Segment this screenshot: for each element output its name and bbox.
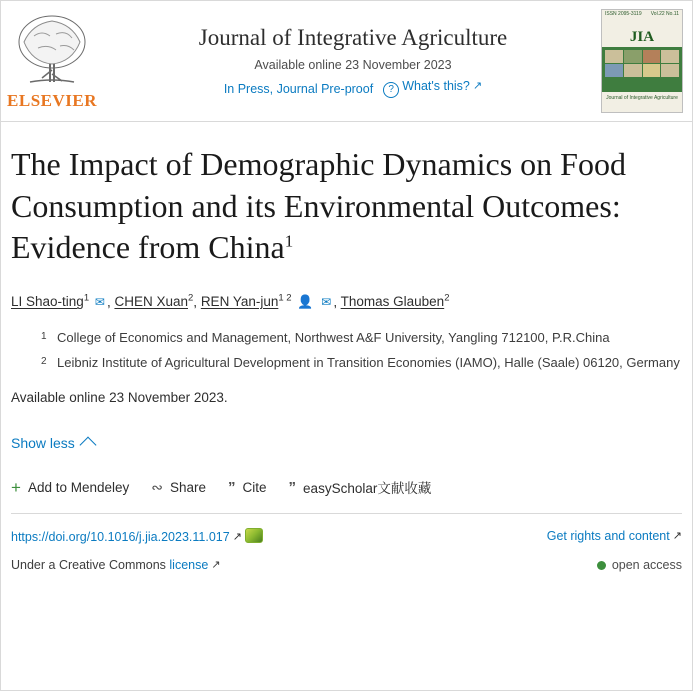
quote-icon: ” bbox=[228, 478, 236, 496]
whats-this-group[interactable] bbox=[383, 79, 482, 98]
external-link-icon: ↗ bbox=[208, 559, 221, 572]
affiliation-item bbox=[41, 353, 682, 373]
journal-available-online: Available online 23 November 2023 bbox=[254, 58, 452, 73]
page-title bbox=[11, 144, 682, 269]
affiliation-marker: 1 bbox=[41, 331, 47, 343]
share-button[interactable] bbox=[151, 479, 206, 496]
journal-cover-image[interactable] bbox=[601, 9, 683, 113]
author-affiliation-marker: 2 bbox=[188, 292, 194, 304]
affiliation-text: College of Economics and Management, Northwest A&F University, Yangling 712100, P.R.China bbox=[57, 330, 610, 346]
cover-right-code: Vol.22 No.11 bbox=[650, 11, 679, 17]
show-less-toggle[interactable] bbox=[11, 435, 94, 451]
whats-this-link[interactable]: What's this? bbox=[402, 79, 470, 94]
cover-title: JIA bbox=[602, 30, 682, 47]
plus-icon: + bbox=[11, 477, 21, 497]
elsevier-logo bbox=[9, 12, 95, 111]
footer-row-doi bbox=[11, 528, 682, 544]
author-affiliation-marker: 1 bbox=[83, 292, 90, 304]
license-text bbox=[11, 558, 221, 572]
doi-group[interactable] bbox=[11, 528, 263, 544]
author-item[interactable] bbox=[341, 294, 450, 309]
add-to-mendeley-label: Add to Mendeley bbox=[27, 479, 130, 495]
elsevier-tree-icon bbox=[12, 12, 92, 90]
affiliation-item bbox=[41, 328, 682, 348]
chevron-up-icon bbox=[79, 436, 96, 453]
author-name[interactable]: LI Shao-ting bbox=[11, 294, 84, 310]
get-rights-link[interactable]: Get rights and content bbox=[546, 529, 670, 544]
easyscholar-button[interactable] bbox=[289, 477, 432, 497]
cover-top-codes bbox=[602, 10, 682, 30]
mendeley-badge-icon[interactable] bbox=[245, 528, 263, 543]
elsevier-wordmark: ELSEVIER bbox=[7, 90, 97, 110]
show-less-label: Show less bbox=[11, 435, 75, 452]
share-label: Share bbox=[170, 479, 207, 495]
journal-links bbox=[109, 79, 597, 98]
get-rights-group[interactable] bbox=[547, 529, 682, 543]
open-access-label: open access bbox=[611, 558, 682, 573]
article-footer bbox=[1, 514, 692, 572]
author-affiliation-marker: 2 bbox=[444, 292, 450, 304]
article-actions bbox=[11, 477, 682, 514]
author-name[interactable]: Thomas Glauben bbox=[340, 294, 445, 310]
journal-title: Journal of Integrative Agriculture bbox=[198, 24, 508, 50]
license-prefix: Under a Creative Commons bbox=[11, 558, 166, 573]
cover-bottom-text: Journal of Integrative Agriculture bbox=[602, 92, 682, 112]
journal-header bbox=[1, 1, 692, 122]
external-link-icon: ↗ bbox=[669, 530, 682, 543]
in-press-link[interactable]: In Press, Journal Pre-proof bbox=[223, 81, 374, 96]
external-link-icon: ↗ bbox=[469, 80, 483, 93]
affiliation-text: Leibniz Institute of Agricultural Development in Transition Economies (IAMO), Halle (Saale) 06120, Germany bbox=[57, 354, 680, 370]
author-item[interactable] bbox=[11, 294, 89, 309]
cover-photo-grid bbox=[602, 47, 682, 80]
article-available-online: Available online 23 November 2023. bbox=[11, 390, 228, 406]
affiliation-marker: 2 bbox=[41, 355, 47, 367]
article-title-text: The Impact of Demographic Dynamics on Food Consumption and its Environmental Outcomes: Evidence from China bbox=[11, 146, 626, 266]
doi-link[interactable]: https://doi.org/10.1016/j.jia.2023.11.017 bbox=[11, 530, 230, 545]
cover-left-code: ISSN 2095-3119 bbox=[605, 11, 642, 17]
author-name[interactable]: CHEN Xuan bbox=[114, 294, 188, 310]
article-title-footnote: 1 bbox=[284, 231, 294, 251]
author-item[interactable] bbox=[114, 294, 193, 309]
add-to-mendeley-button[interactable] bbox=[11, 479, 129, 496]
question-mark-icon: ? bbox=[383, 82, 399, 98]
author-affiliation-marker: 1 2 bbox=[278, 292, 292, 304]
author-list: LI Shao-ting$^1$ ✉ , CHEN Xuan$^2$, REN Yan-jun$^{1 2}$ 👤 ✉ , Thomas Glauben$^2$ bbox=[11, 291, 682, 314]
external-link-icon: ↗ bbox=[229, 531, 242, 544]
share-icon: ∾ bbox=[151, 478, 163, 495]
affiliation-list bbox=[41, 328, 682, 372]
author-item[interactable] bbox=[201, 294, 292, 309]
article-content bbox=[1, 122, 692, 514]
license-link[interactable]: license bbox=[169, 558, 209, 573]
easyscholar-label: easyScholar文献收藏 bbox=[303, 481, 432, 497]
cite-button[interactable] bbox=[228, 479, 267, 496]
journal-info bbox=[105, 24, 601, 99]
open-access-badge bbox=[597, 558, 682, 572]
footer-row-license bbox=[11, 558, 682, 572]
envelope-icon[interactable]: ✉ bbox=[94, 295, 105, 310]
cite-label: Cite bbox=[242, 479, 267, 495]
open-access-dot-icon bbox=[597, 561, 606, 570]
author-name[interactable]: REN Yan-jun bbox=[200, 294, 279, 310]
quote-icon: ” bbox=[288, 478, 297, 496]
person-icon[interactable]: 👤 bbox=[297, 294, 314, 310]
envelope-icon[interactable]: ✉ bbox=[321, 295, 332, 310]
